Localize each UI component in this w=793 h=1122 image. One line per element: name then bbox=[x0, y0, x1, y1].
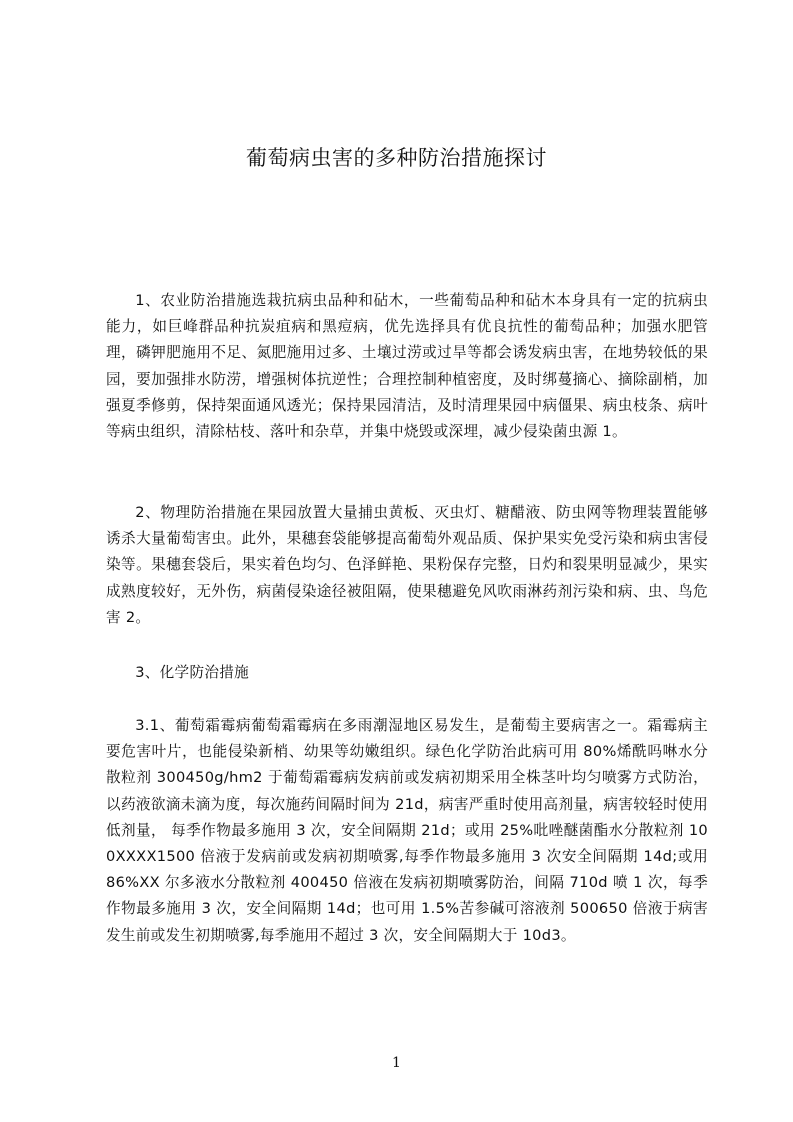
paragraph-downy-mildew: 3.1、葡萄霜霉病葡萄霜霉病在多雨潮湿地区易发生，是葡萄主要病害之一。霜霉病主要危害叶片，也能侵染新梢、幼果等幼嫩组织。绿色化学防治此病可用 80%烯酰吗啉水分散粒剂 300450g/hm2 于葡萄霜霉病发病前或发病初期采用全株茎叶均匀喷雾方式防治，以药液欲滴未滴为度，每次施药间隔时间为 21d，病害严重时使用高剂量，病害较轻时使用低剂量， 每季作物最多施用 3 次，安全间隔期 21d；或用 25%吡唑醚菌酯水分散粒剂 100XXXX1500 倍液于发病前或发病初期喷雾,每季作物最多施用 3 次安全间隔期 14d;或用 86%XX 尔多液水分散粒剂 400450 倍液在发病初期喷雾防治，间隔 710d 喷 1 次，每季作物最多施用 3 次，安全间隔期 14d；也可用 1.5%苦参碱可溶液剂 500650 倍液于病害发生前或发生初期喷雾,每季施用不超过 3 次，安全间隔期大于 10d3。 bbox=[106, 717, 708, 944]
paragraph-physical-control: 2、物理防治措施在果园放置大量捕虫黄板、灭虫灯、糖醋液、防虫网等物理装置能够诱杀大量葡萄害虫。此外，果穗套袋能够提高葡萄外观品质、保护果实免受污染和病虫害侵染等。果穗套袋后，果实着色均匀、色泽鲜艳、果粉保存完整，日灼和裂果明显减少，果实成熟度较好，无外伤，病菌侵染途径被阻隔，使果穗避免风吹雨淋药剂污染和病、虫、鸟危害 2。 bbox=[106, 504, 708, 626]
paragraph-agricultural-control: 1、农业防治措施选栽抗病虫品种和砧木，一些葡萄品种和砧木本身具有一定的抗病虫能力，如巨峰群品种抗炭疽病和黑痘病，优先选择具有优良抗性的葡萄品种；加强水肥管理，磷钾肥施用不足、氮肥施用过多、土壤过涝或过旱等都会诱发病虫害，在地势较低的果园，要加强排水防涝，增强树体抗逆性；合理控制种植密度，及时绑蔓摘心、摘除副梢，加强夏季修剪，保持架面通风透光；保持果园清洁，及时清理果园中病僵果、病虫枝条、病叶等病虫组织，清除枯枝、落叶和杂草，并集中烧毁或深埋，减少侵染菌虫源 1。 bbox=[106, 292, 708, 441]
section-heading-chemical-control: 3、化学防治措施 bbox=[135, 664, 250, 681]
page-number: 1 bbox=[392, 1055, 401, 1071]
document-title: 葡萄病虫害的多种防治措施探讨 bbox=[246, 146, 547, 170]
